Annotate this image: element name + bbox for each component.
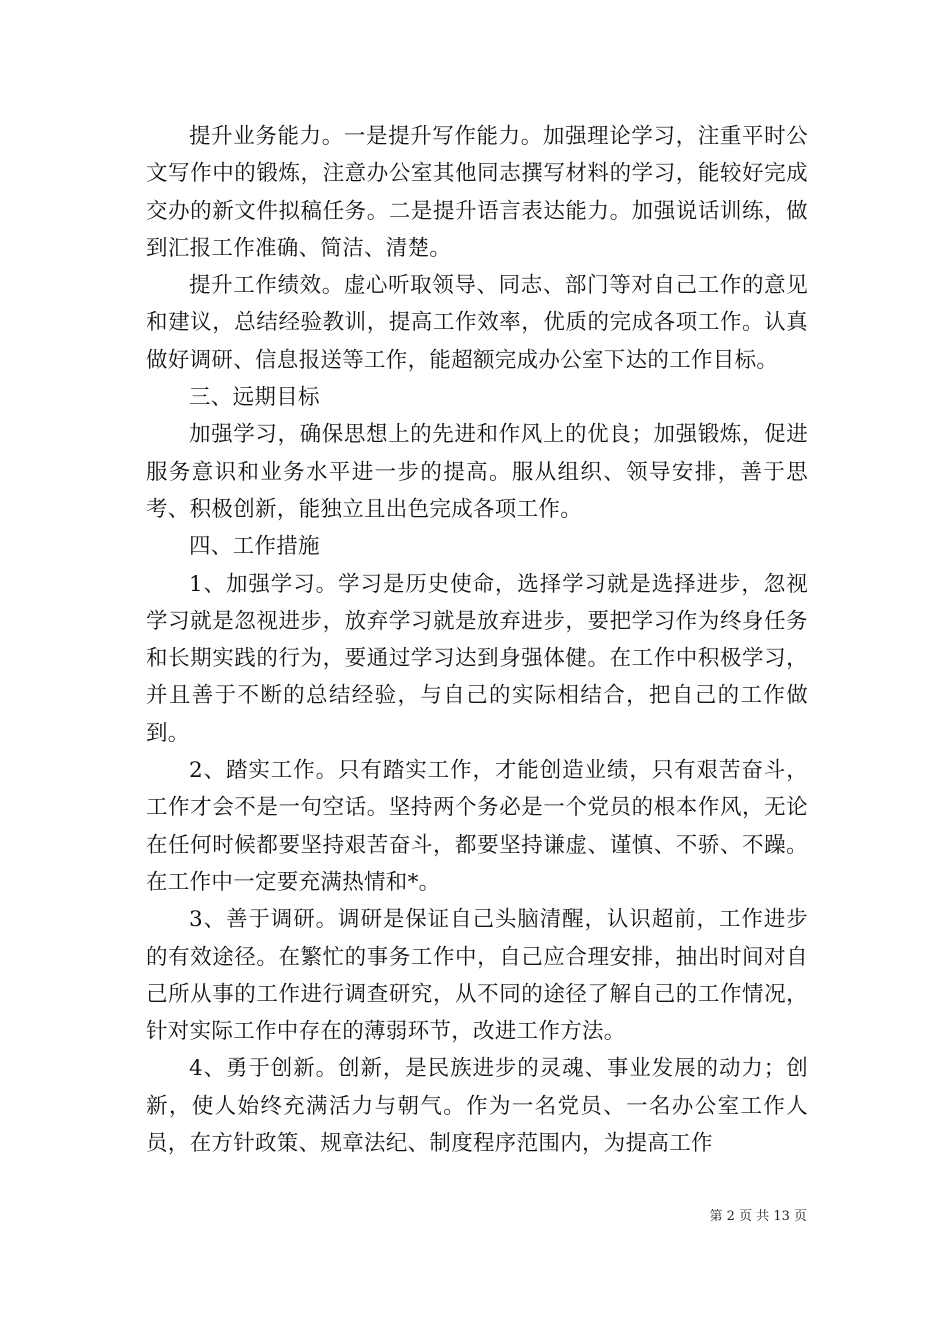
paragraph-business-ability: 提升业务能力。一是提升写作能力。加强理论学习，注重平时公文写作中的锻炼，注意办公室其他同志撰写材料的学习，能较好完成交办的新文件拟稿任务。二是提升语言表达能力。加强说话训练，做到汇报工作准确、简洁、清楚。	[146, 124, 808, 261]
page-number-footer: 第 2 页 共 13 页	[709, 1209, 807, 1224]
paragraph-measure-research: 3、善于调研。调研是保证自己头脑清醒，认识超前，工作进步的有效途径。在繁忙的事务工作中，自己应合理安排，抽出时间对自己所从事的工作进行调查研究，从不同的途径了解自己的工作情况，针对实际工作中存在的薄弱环节，改进工作方法。	[146, 907, 808, 1045]
paragraph-long-term-goals: 加强学习，确保思想上的先进和作风上的优良；加强锻炼，促进服务意识和业务水平进一步的提高。服从组织、领导安排，善于思考、积极创新，能独立且出色完成各项工作。	[146, 422, 808, 522]
section-heading-long-term-goals: 三、远期目标	[189, 385, 320, 411]
paragraph-measure-innovation: 4、勇于创新。创新，是民族进步的灵魂、事业发展的动力；创新，使人始终充满活力与朝气。作为一名党员、一名办公室工作人员，在方针政策、规章法纪、制度程序范围内，为提高工作	[146, 1056, 808, 1157]
paragraph-work-performance: 提升工作绩效。虚心听取领导、同志、部门等对自己工作的意见和建议，总结经验教训，提高工作效率，优质的完成各项工作。认真做好调研、信息报送等工作，能超额完成办公室下达的工作目标。	[146, 273, 808, 373]
section-heading-work-measures: 四、工作措施	[189, 534, 320, 560]
paragraph-measure-work: 2、踏实工作。只有踏实工作，才能创造业绩，只有艰苦奋斗，工作才会不是一句空话。坚持两个务必是一个党员的根本作风，无论在任何时候都要坚持艰苦奋斗，都要坚持谦虚、谨慎、不骄、不躁。在工作中一定要充满热情和*。	[146, 758, 808, 895]
paragraph-measure-study: 1、加强学习。学习是历史使命，选择学习就是选择进步，忽视学习就是忽视进步，放弃学习就是放弃进步，要把学习作为终身任务和长期实践的行为，要通过学习达到身强体健。在工作中积极学习，并且善于不断的总结经验，与自己的实际相结合，把自己的工作做到。	[146, 571, 808, 746]
document-body	[146, 118, 808, 1162]
